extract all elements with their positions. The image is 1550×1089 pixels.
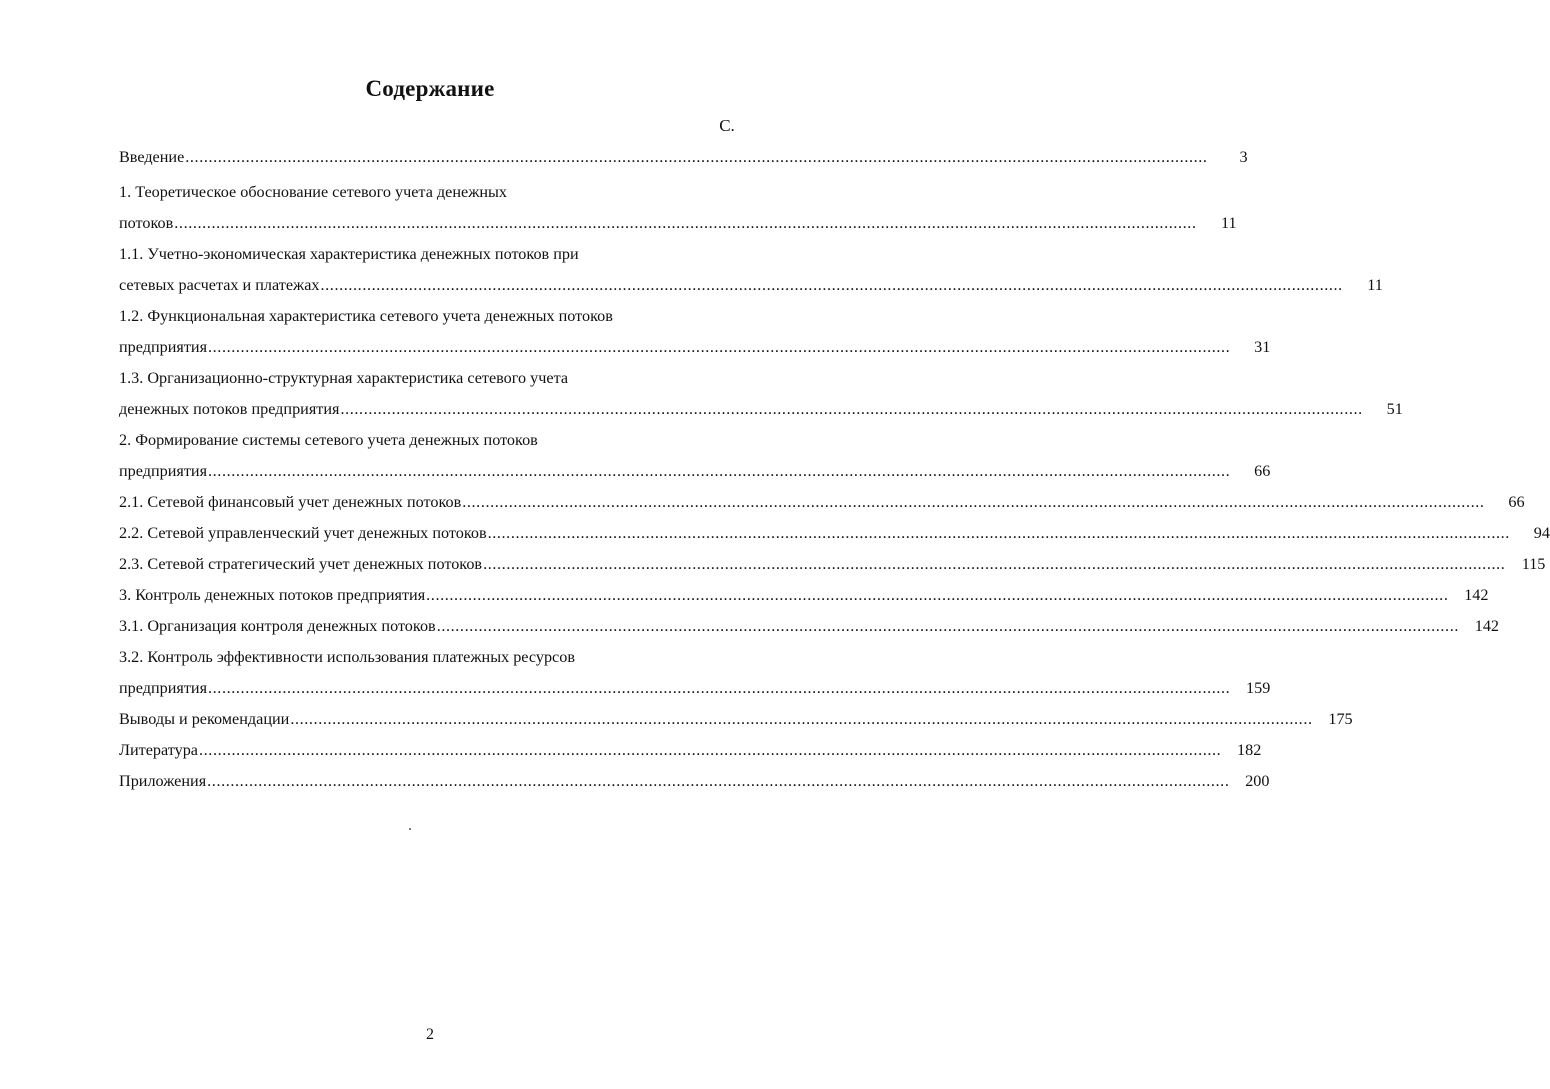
toc-entry	[119, 490, 1525, 514]
toc-leader-dots: ............................................................................................................................................................................................................................	[436, 617, 1459, 635]
toc-entry-title: сетевых расчетах и платежах	[119, 276, 320, 294]
toc-entry	[119, 769, 1270, 793]
document-title: Содержание	[365, 76, 495, 101]
toc-entry	[119, 707, 1353, 731]
toc-entry-title: Приложения	[119, 772, 207, 790]
toc-leader-dots: ............................................................................................................................................................................................................................	[426, 586, 1449, 604]
toc-leader-dots: ............................................................................................................................................................................................................................	[199, 741, 1222, 759]
toc-leader-dots: ............................................................................................................................................................................................................................	[208, 338, 1231, 356]
toc-entry-title: предприятия	[119, 679, 208, 697]
toc-entry-title: 1.3. Организационно-структурная характеристика сетевого учета	[119, 369, 569, 387]
toc-page-number: 175	[1328, 710, 1353, 728]
toc-page-number: 94	[1533, 524, 1550, 542]
toc-entry-title: 3.2. Контроль эффективности использования платежных ресурсов	[119, 648, 575, 666]
toc-entry	[119, 583, 1489, 607]
toc-leader-dots: ............................................................................................................................................................................................................................	[208, 462, 1231, 480]
toc-page-number: 115	[1521, 555, 1546, 573]
toc-page-number: 142	[1464, 586, 1489, 604]
toc-entry-title: предприятия	[119, 462, 208, 480]
toc-entry	[119, 676, 1271, 700]
toc-entry-title: потоков	[119, 214, 174, 232]
toc-entry	[119, 335, 1271, 359]
toc-leader-dots: ............................................................................................................................................................................................................................	[174, 214, 1197, 232]
toc-leader-dots: ............................................................................................................................................................................................................................	[207, 772, 1230, 790]
toc-entry	[119, 552, 1546, 576]
toc-entry	[119, 614, 1499, 638]
toc-entry	[119, 273, 1383, 297]
toc-entry-title: предприятия	[119, 338, 208, 356]
toc-page-number: 11	[1367, 276, 1383, 294]
toc-entry	[119, 521, 1550, 545]
toc-page-number: 66	[1254, 462, 1271, 480]
toc-page-number: 11	[1221, 214, 1237, 232]
toc-entry-title: 3.1. Организация контроля денежных потоков	[119, 617, 436, 635]
toc-page-number: 66	[1508, 493, 1525, 511]
toc-leader-dots: ............................................................................................................................................................................................................................	[208, 679, 1231, 697]
toc-entry-title: 2. Формирование системы сетевого учета денежных потоков	[119, 431, 538, 449]
toc-entry-title: 3. Контроль денежных потоков предприятия	[119, 586, 426, 604]
toc-leader-dots: ............................................................................................................................................................................................................................	[320, 276, 1343, 294]
toc-page-number: 159	[1246, 679, 1271, 697]
toc-entry-title: денежных потоков предприятия	[119, 400, 340, 418]
toc-leader-dots: ............................................................................................................................................................................................................................	[487, 524, 1510, 542]
toc-entry-title: 2.2. Сетевой управленческий учет денежных потоков	[119, 524, 487, 542]
toc-page-number: 3	[1239, 148, 1248, 166]
toc-entry-title: 2.1. Сетевой финансовый учет денежных потоков	[119, 493, 462, 511]
toc-entry-title: 1. Теоретическое обоснование сетевого учета денежных	[119, 183, 508, 201]
toc-entry-title: Введение	[119, 148, 185, 166]
page-column-label: С.	[719, 116, 735, 135]
toc-leader-dots: ............................................................................................................................................................................................................................	[185, 148, 1208, 166]
toc-entry	[119, 211, 1237, 235]
toc-entry	[119, 145, 1248, 169]
toc-entry	[119, 397, 1403, 421]
toc-page-number: 31	[1254, 338, 1271, 356]
scan-speck	[409, 828, 411, 830]
toc-entry	[119, 738, 1262, 762]
toc-page-number: 51	[1386, 400, 1403, 418]
toc-page-number: 200	[1245, 772, 1270, 790]
toc-page-number: 142	[1474, 617, 1499, 635]
toc-leader-dots: ............................................................................................................................................................................................................................	[340, 400, 1363, 418]
toc-leader-dots: ............................................................................................................................................................................................................................	[462, 493, 1485, 511]
toc-leader-dots: ............................................................................................................................................................................................................................	[483, 555, 1506, 573]
toc-entry-title: 1.2. Функциональная характеристика сетевого учета денежных потоков	[119, 307, 613, 325]
page-number: 2	[426, 1026, 434, 1043]
toc-entry-title: Выводы и рекомендации	[119, 710, 290, 728]
toc-entry-title: Литература	[119, 741, 198, 759]
toc-entry	[119, 459, 1271, 483]
toc-leader-dots: ............................................................................................................................................................................................................................	[290, 710, 1313, 728]
toc-entry-title: 1.1. Учетно-экономическая характеристика денежных потоков при	[119, 245, 579, 263]
toc-entry-title: 2.3. Сетевой стратегический учет денежных потоков	[119, 555, 483, 573]
toc-page-number: 182	[1237, 741, 1262, 759]
